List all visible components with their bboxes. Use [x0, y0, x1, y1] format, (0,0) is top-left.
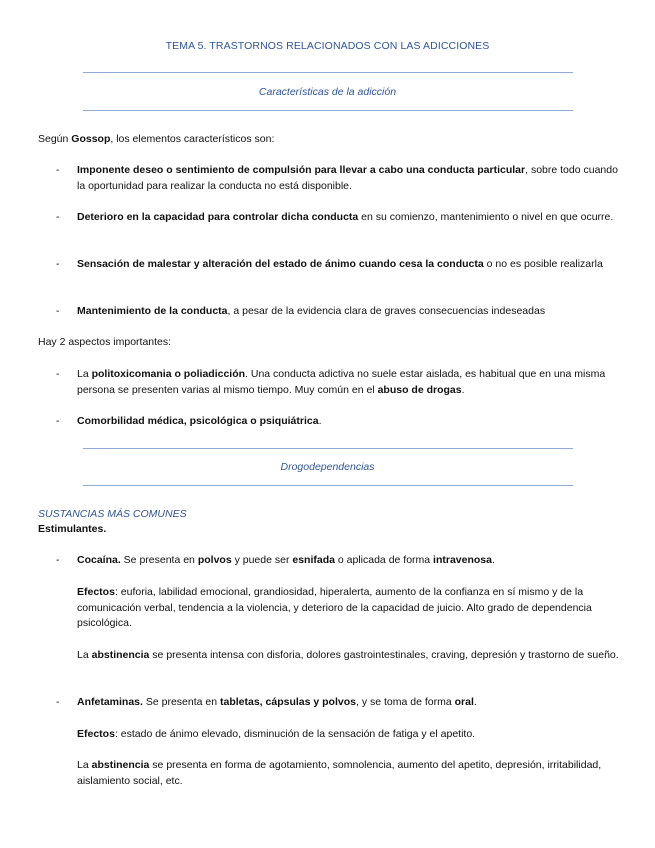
list-item: - Cocaína. Se presenta en polvos y puede ser esnifada o aplicada de forma intravenosa. — [56, 553, 622, 569]
list-dash: - — [56, 696, 60, 708]
amphetamine-abstinence: La abstinencia se presenta en forma de agotamiento, somnolencia, aumento del apetito, depresión, irritabilidad, aislamiento social, etc. — [77, 759, 602, 787]
amphetamine-effects: Efectos: estado de ánimo elevado, disminución de la sensación de fatiga y el apetito. — [77, 728, 476, 740]
section-heading-adiccion: Características de la adicción — [258, 86, 397, 98]
category-label: Estimulantes. — [38, 523, 107, 535]
divider-mid-2 — [83, 485, 573, 486]
list-item: - Imponente deseo o sentimiento de compulsión para llevar a cabo una conducta particular, sobre todo cuando la oportunidad para realizar la conducta no está disponible. — [56, 164, 618, 192]
cocaine-effects: Efectos: euforia, labilidad emocional, grandiosidad, hiperalerta, aumento de la confianza en sí mismo y de la comunicación verbal, tendencia a la violencia, y deterioro de la capacidad de juicio. Alto grado de dependencia psicológica. — [77, 586, 592, 629]
list-item: - Mantenimiento de la conducta, a pesar de la evidencia clara de graves consecuencias indeseadas — [56, 304, 622, 320]
list-item: - La politoxicomania o poliadicción. Una conducta adictiva no suele estar aislada, es habitual que en una misma persona se presenten varias al mismo tiempo. Muy común en el abuso de drogas. — [56, 368, 606, 396]
list-item: - Deterioro en la capacidad para controlar dicha conducta en su comienzo, mantenimiento o nivel en que ocurre. — [56, 210, 622, 226]
intro-paragraph: Según Gossop, los elementos característicos son: — [38, 133, 275, 145]
substances-heading: SUSTANCIAS MÁS COMUNES — [38, 508, 187, 520]
divider-mid-1 — [83, 448, 573, 449]
divider-top-1 — [83, 72, 573, 73]
document-title: TEMA 5. TRASTORNOS RELACIONADOS CON LAS ADICCIONES — [165, 40, 490, 52]
list-item: - Anfetaminas. Se presenta en tabletas, cápsulas y polvos, y se toma de forma oral. — [56, 695, 622, 711]
section-heading-drogodependencias: Drogodependencias — [280, 461, 375, 473]
list-dash: - — [56, 258, 60, 270]
list-item: - Sensación de malestar y alteración del estado de ánimo cuando cesa la conducta o no es posible realizarla — [56, 257, 622, 273]
divider-top-2 — [83, 110, 573, 111]
list-dash: - — [56, 554, 60, 566]
list-dash: - — [56, 368, 60, 380]
list-dash: - — [56, 164, 60, 176]
list-dash: - — [56, 305, 60, 317]
list-dash: - — [56, 211, 60, 223]
aspects-intro: Hay 2 aspectos importantes: — [38, 336, 172, 348]
cocaine-abstinence: La abstinencia se presenta intensa con disforia, dolores gastrointestinales, craving, depresión y trastorno de sueño. — [77, 649, 619, 661]
list-dash: - — [56, 415, 60, 427]
list-item: - Comorbilidad médica, psicológica o psiquiátrica. — [56, 414, 622, 430]
